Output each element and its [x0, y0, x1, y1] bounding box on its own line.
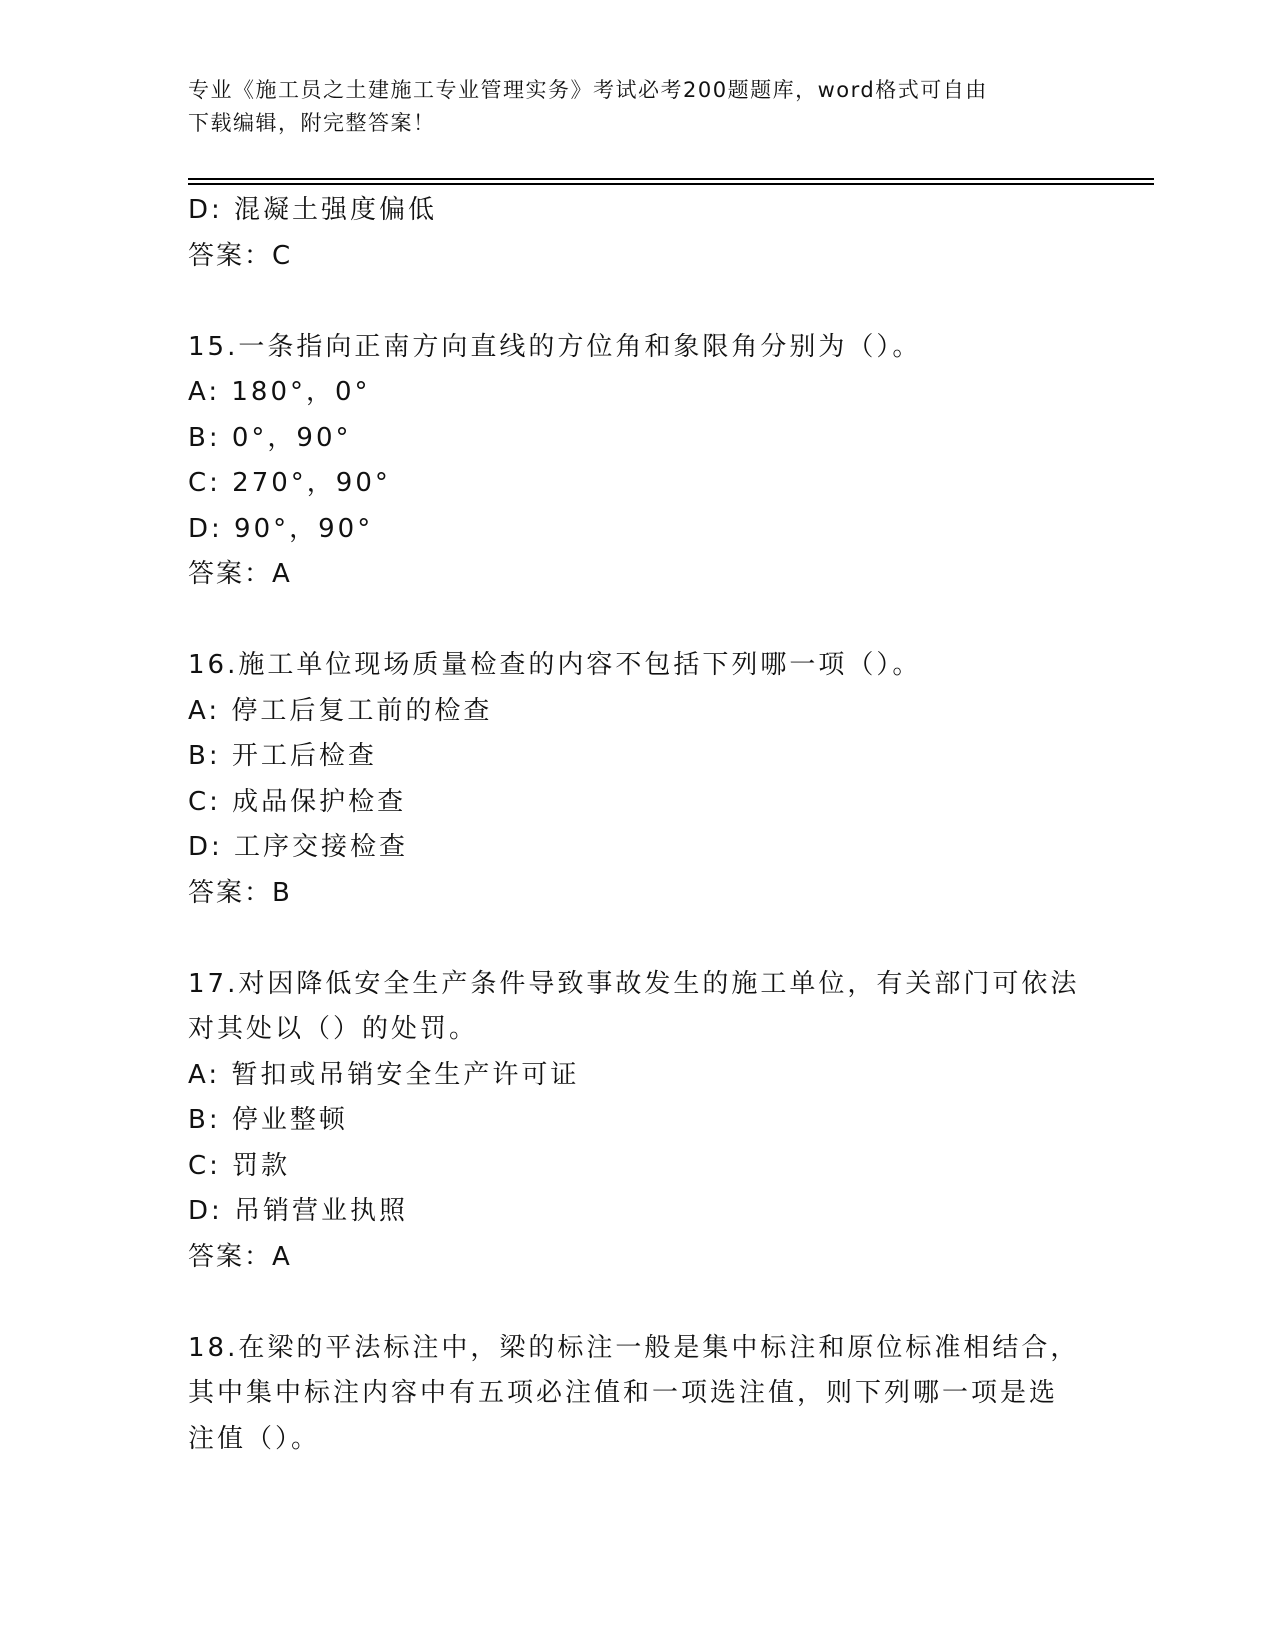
question-17-option-a: A: 暂扣或吊销安全生产许可证: [188, 1059, 580, 1090]
document-header: [188, 74, 1088, 140]
question-18-title-line-3: 注值（）。: [188, 1423, 321, 1454]
question-18: [188, 1326, 1098, 1463]
header-rule-top: [188, 178, 1154, 180]
header-line-2: 下载编辑，附完整答案！: [188, 111, 436, 135]
question-15-option-b: B: 0°，90°: [188, 422, 352, 453]
question-17-title-line-1: 17.对因降低安全生产条件导致事故发生的施工单位，有关部门可依法: [188, 968, 1080, 999]
spacer: [188, 598, 1098, 644]
question-17-option-d: D: 吊销营业执照: [188, 1196, 409, 1226]
question-17-option-b: B: 停业整顿: [188, 1105, 348, 1135]
question-15-title: 15.一条指向正南方向直线的方位角和象限角分别为（）。: [188, 331, 922, 362]
question-15-option-d: D: 90°，90°: [188, 513, 374, 544]
question-16-option-d: D: 工序交接检查: [188, 832, 409, 862]
question-16-answer: 答案：B: [188, 877, 292, 908]
question-17: [188, 962, 1098, 1281]
q14-option-d: D: 混凝土强度偏低: [188, 195, 438, 225]
question-15-answer: 答案：A: [188, 559, 292, 589]
spacer: [188, 916, 1098, 962]
question-18-title-line-1: 18.在梁的平法标注中，梁的标注一般是集中标注和原位标准相结合，: [188, 1332, 1080, 1363]
question-15: [188, 325, 1098, 598]
header-rule-bottom: [188, 183, 1154, 185]
question-15-option-c: C: 270°，90°: [188, 468, 391, 498]
document-body: [188, 188, 1098, 1462]
question-16-option-b: B: 开工后检查: [188, 741, 377, 771]
spacer: [188, 279, 1098, 325]
question-17-option-c: C: 罚款: [188, 1150, 291, 1181]
question-17-answer: 答案：A: [188, 1241, 292, 1272]
question-17-title-line-2: 对其处以（）的处罚。: [188, 1014, 479, 1044]
question-16-option-a: A: 停工后复工前的检查: [188, 695, 493, 726]
question-16-title: 16.施工单位现场质量检查的内容不包括下列哪一项（）。: [188, 650, 922, 680]
header-line-1: 专业《施工员之土建施工专业管理实务》考试必考200题题库，word格式可自由: [188, 78, 988, 102]
q14-answer: 答案：C: [188, 240, 293, 271]
question-15-option-a: A: 180°，0°: [188, 377, 371, 407]
question-16-option-c: C: 成品保护检查: [188, 786, 407, 817]
question-16: [188, 643, 1098, 916]
spacer: [188, 1280, 1098, 1326]
question-18-title-line-2: 其中集中标注内容中有五项必注值和一项选注值，则下列哪一项是选: [188, 1378, 1059, 1408]
